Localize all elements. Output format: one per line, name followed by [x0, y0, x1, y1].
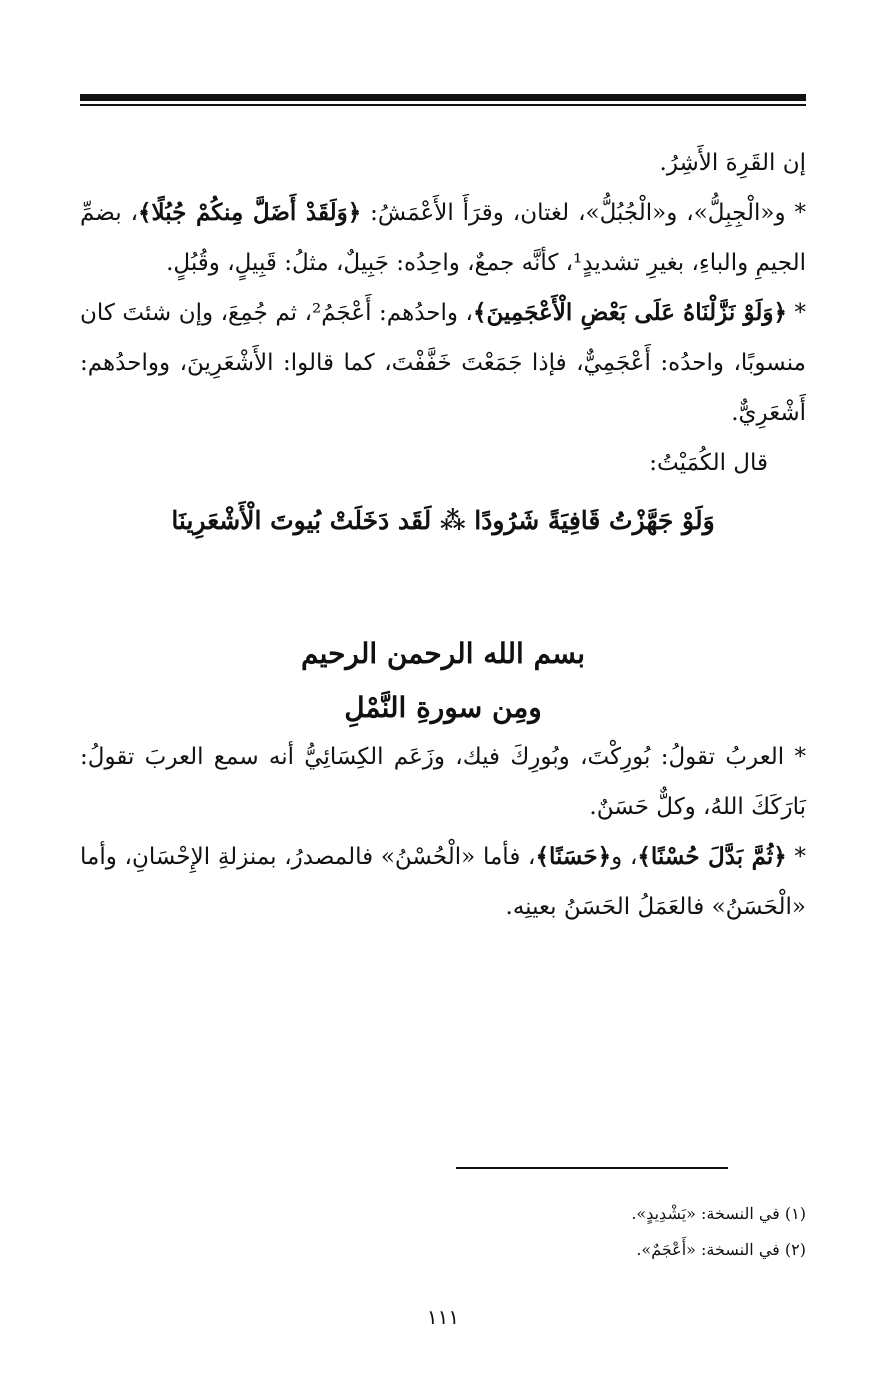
footnote-separator — [456, 1167, 728, 1169]
basmala-heading: بسم الله الرحمن الرحيم — [301, 637, 585, 670]
poetry-verse: وَلَوْ جَهَّزْتُ قَافِيَةً شَرُودًا ⁂ لَقَد دَخَلَتْ بُيوتَ الْأَشْعَرِينَا — [171, 506, 715, 535]
surah-heading: ومِن سورةِ النَّمْلِ — [344, 691, 542, 724]
paragraph-2-lead: * و«الْجِبِلُّ»، و«الْجُبُلُّ»، لغتان، وقرَأَ الأَعْمَشُ: — [361, 200, 806, 226]
footnote-1: (١) في النسخة: «يَشْدِيدٍ». — [631, 1204, 806, 1223]
paragraph-6 — [80, 832, 806, 932]
page-number: ١١١ — [426, 1305, 460, 1329]
footnote-2: (٢) في النسخة: «أَعْجَمٌ». — [636, 1240, 806, 1259]
paragraph-6-rest: ، فأما «الْحُسْنُ» فالمصدرُ، بمنزلةِ الإِحْسَانِ، وأما «الْحَسَنُ» فالعَمَلُ الحَسَنُ بعينِه. — [80, 844, 806, 920]
paragraph-5: * العربُ تقولُ: بُورِكْتَ، وبُورِكَ فيك، وزَعَم الكِسَائِيُّ أنه سمع العربَ تقولُ: بَارَكَكَ اللهُ، وكلٌّ حَسَنٌ. — [80, 744, 806, 820]
paragraph-6-quran-quote-2: ﴿حَسَنًا﴾ — [535, 843, 612, 870]
paragraph-3-quran-quote: ﴿وَلَوْ نَزَّلْنَاهُ عَلَى بَعْضِ الْأَعْجَمِينَ﴾ — [472, 299, 787, 326]
paragraph-3 — [80, 288, 806, 438]
footnotes — [406, 1196, 806, 1268]
paragraph-6-mid: ، و — [611, 844, 638, 870]
paragraph-2-rest: ، بضمِّ الجيمِ والباءِ، بغيرِ تشديدٍ¹، كأنَّه جمعٌ، واحِدُه: جَبِيلٌ، مثلُ: قَبِيلٍ، وقُبُلٍ. — [80, 200, 806, 276]
paragraph-4: قال الكُمَيْتُ: — [649, 450, 768, 476]
paragraph-3-lead: * — [786, 300, 806, 326]
paragraph-2-quran-quote: ﴿وَلَقَدْ أَضَلَّ مِنكُمْ جُبُلًا﴾ — [138, 199, 362, 226]
main-text — [80, 138, 806, 932]
paragraph-2 — [80, 188, 806, 288]
header-rule-thick — [80, 94, 806, 101]
paragraph-1: إن القَرِهَ الأَشِرُ. — [659, 150, 806, 176]
paragraph-6-lead: * — [786, 844, 807, 870]
paragraph-6-quran-quote-1: ﴿ثُمَّ بَدَّلَ حُسْنًا﴾ — [637, 843, 787, 870]
header-rule-thin — [80, 104, 806, 106]
paragraph-3-rest: ، واحدُهم: أَعْجَمُ²، ثم جُمِعَ، وإن شئتَ كان منسوبًا، واحدُه: أَعْجَمِيٌّ، فإذا جَمَعْتَ خَفَّفْتَ، كما قالوا: الأَشْعَرِينَ، وواحدُهم: أَشْعَرِيٌّ. — [80, 300, 806, 426]
